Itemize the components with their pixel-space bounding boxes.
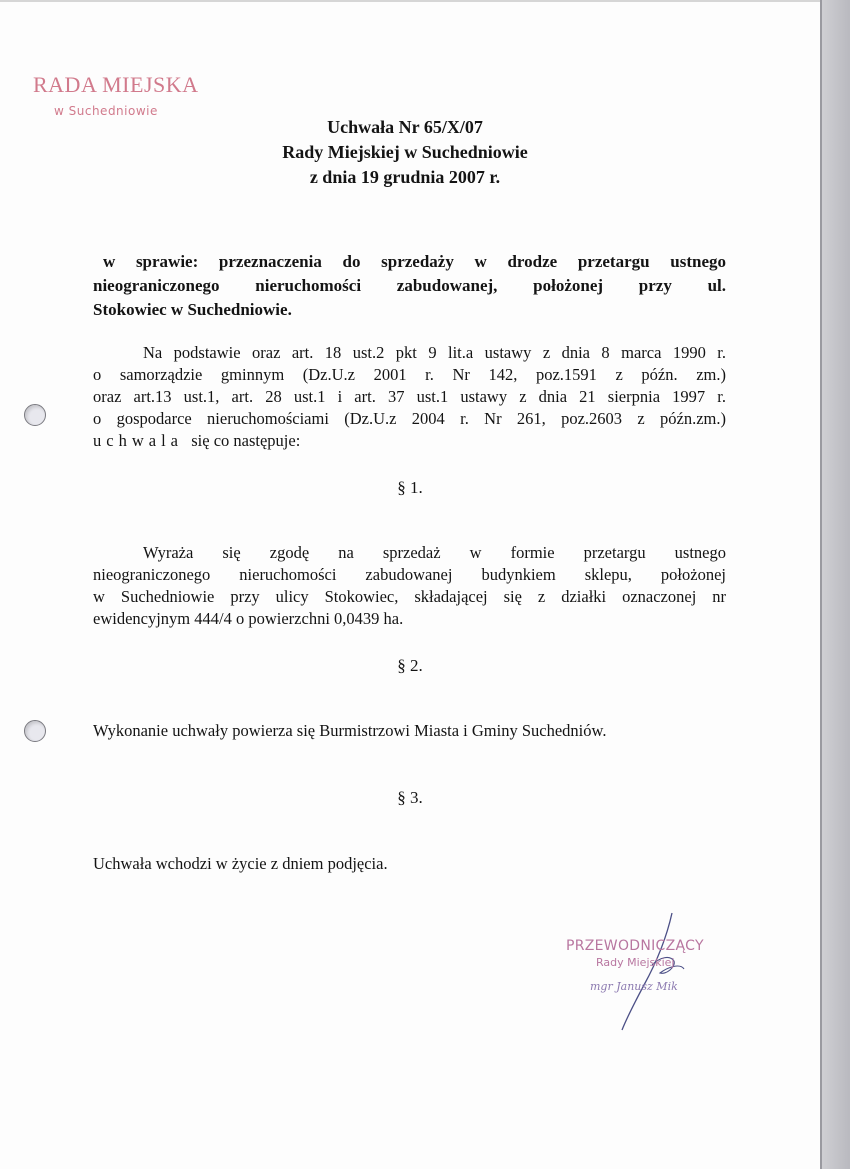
preamble-line: o samorządzie gminnym (Dz.U.z 2001 r. Nr 142, poz.1591 z późn. zm.) xyxy=(93,365,726,384)
section-1-line: nieograniczonego nieruchomości zabudowanej budynkiem sklepu, położonej xyxy=(93,565,726,584)
preamble-line: o gospodarce nieruchomościami (Dz.U.z 2004 r. Nr 261, poz.2603 z późn.zm.) xyxy=(93,409,726,428)
section-1-line: w Suchedniowie przy ulicy Stokowiec, składającej się z działki oznaczonej nr xyxy=(93,587,726,606)
subject-line: w sprawie: przeznaczenia do sprzedaży w drodze przetargu ustnego xyxy=(103,252,726,271)
preamble-closing-line xyxy=(93,430,726,452)
scan-top-edge xyxy=(0,0,850,2)
punch-hole-bottom xyxy=(24,720,46,742)
resolution-subject xyxy=(93,250,726,322)
section-1-paragraph xyxy=(93,542,726,630)
resolution-date: z dnia 19 grudnia 2007 r. xyxy=(309,167,501,187)
resolution-header xyxy=(230,115,580,190)
council-stamp-subtitle: w Suchedniowie xyxy=(54,104,158,118)
section-3-text: Uchwała wchodzi w życie z dniem podjęcia. xyxy=(93,854,388,873)
section-1-mark: § 1. xyxy=(397,478,423,497)
chairman-stamp-title: PRZEWODNICZĄCY xyxy=(566,938,704,954)
issuing-body: Rady Miejskiej w Suchedniowie xyxy=(282,142,528,162)
scanner-border xyxy=(822,0,850,1169)
handwritten-signature xyxy=(600,905,710,1035)
preamble-line: Na podstawie oraz art. 18 ust.2 pkt 9 lit.a ustawy z dnia 8 marca 1990 r. xyxy=(143,343,726,362)
preamble-paragraph xyxy=(93,342,726,452)
chairman-name: mgr Janusz Mik xyxy=(590,980,678,993)
section-1-line: ewidencyjnym 444/4 o powierzchni 0,0439 ha. xyxy=(93,609,404,628)
section-2-mark: § 2. xyxy=(397,656,423,675)
uchwala-word: uchwala xyxy=(93,431,183,450)
preamble-line: oraz art.13 ust.1, art. 28 ust.1 i art. 37 ust.1 ustawy z dnia 21 sierpnia 1997 r. xyxy=(93,387,726,406)
section-2-text: Wykonanie uchwały powierza się Burmistrzowi Miasta i Gminy Suchedniów. xyxy=(93,721,607,740)
chairman-stamp-subtitle: Rady Miejskiej xyxy=(596,956,675,969)
section-1-line: Wyraża się zgodę na sprzedaż w formie przetargu ustnego xyxy=(143,543,726,562)
resolution-number: Uchwała Nr 65/X/07 xyxy=(327,117,483,137)
subject-line: Stokowiec w Suchedniowie. xyxy=(93,300,292,319)
section-3-mark: § 3. xyxy=(397,788,423,807)
preamble-closing: się co następuje: xyxy=(191,431,301,450)
subject-line: nieograniczonego nieruchomości zabudowanej, położonej przy ul. xyxy=(93,276,726,295)
council-stamp-title: RADA MIEJSKA xyxy=(33,72,199,97)
punch-hole-top xyxy=(24,404,46,426)
